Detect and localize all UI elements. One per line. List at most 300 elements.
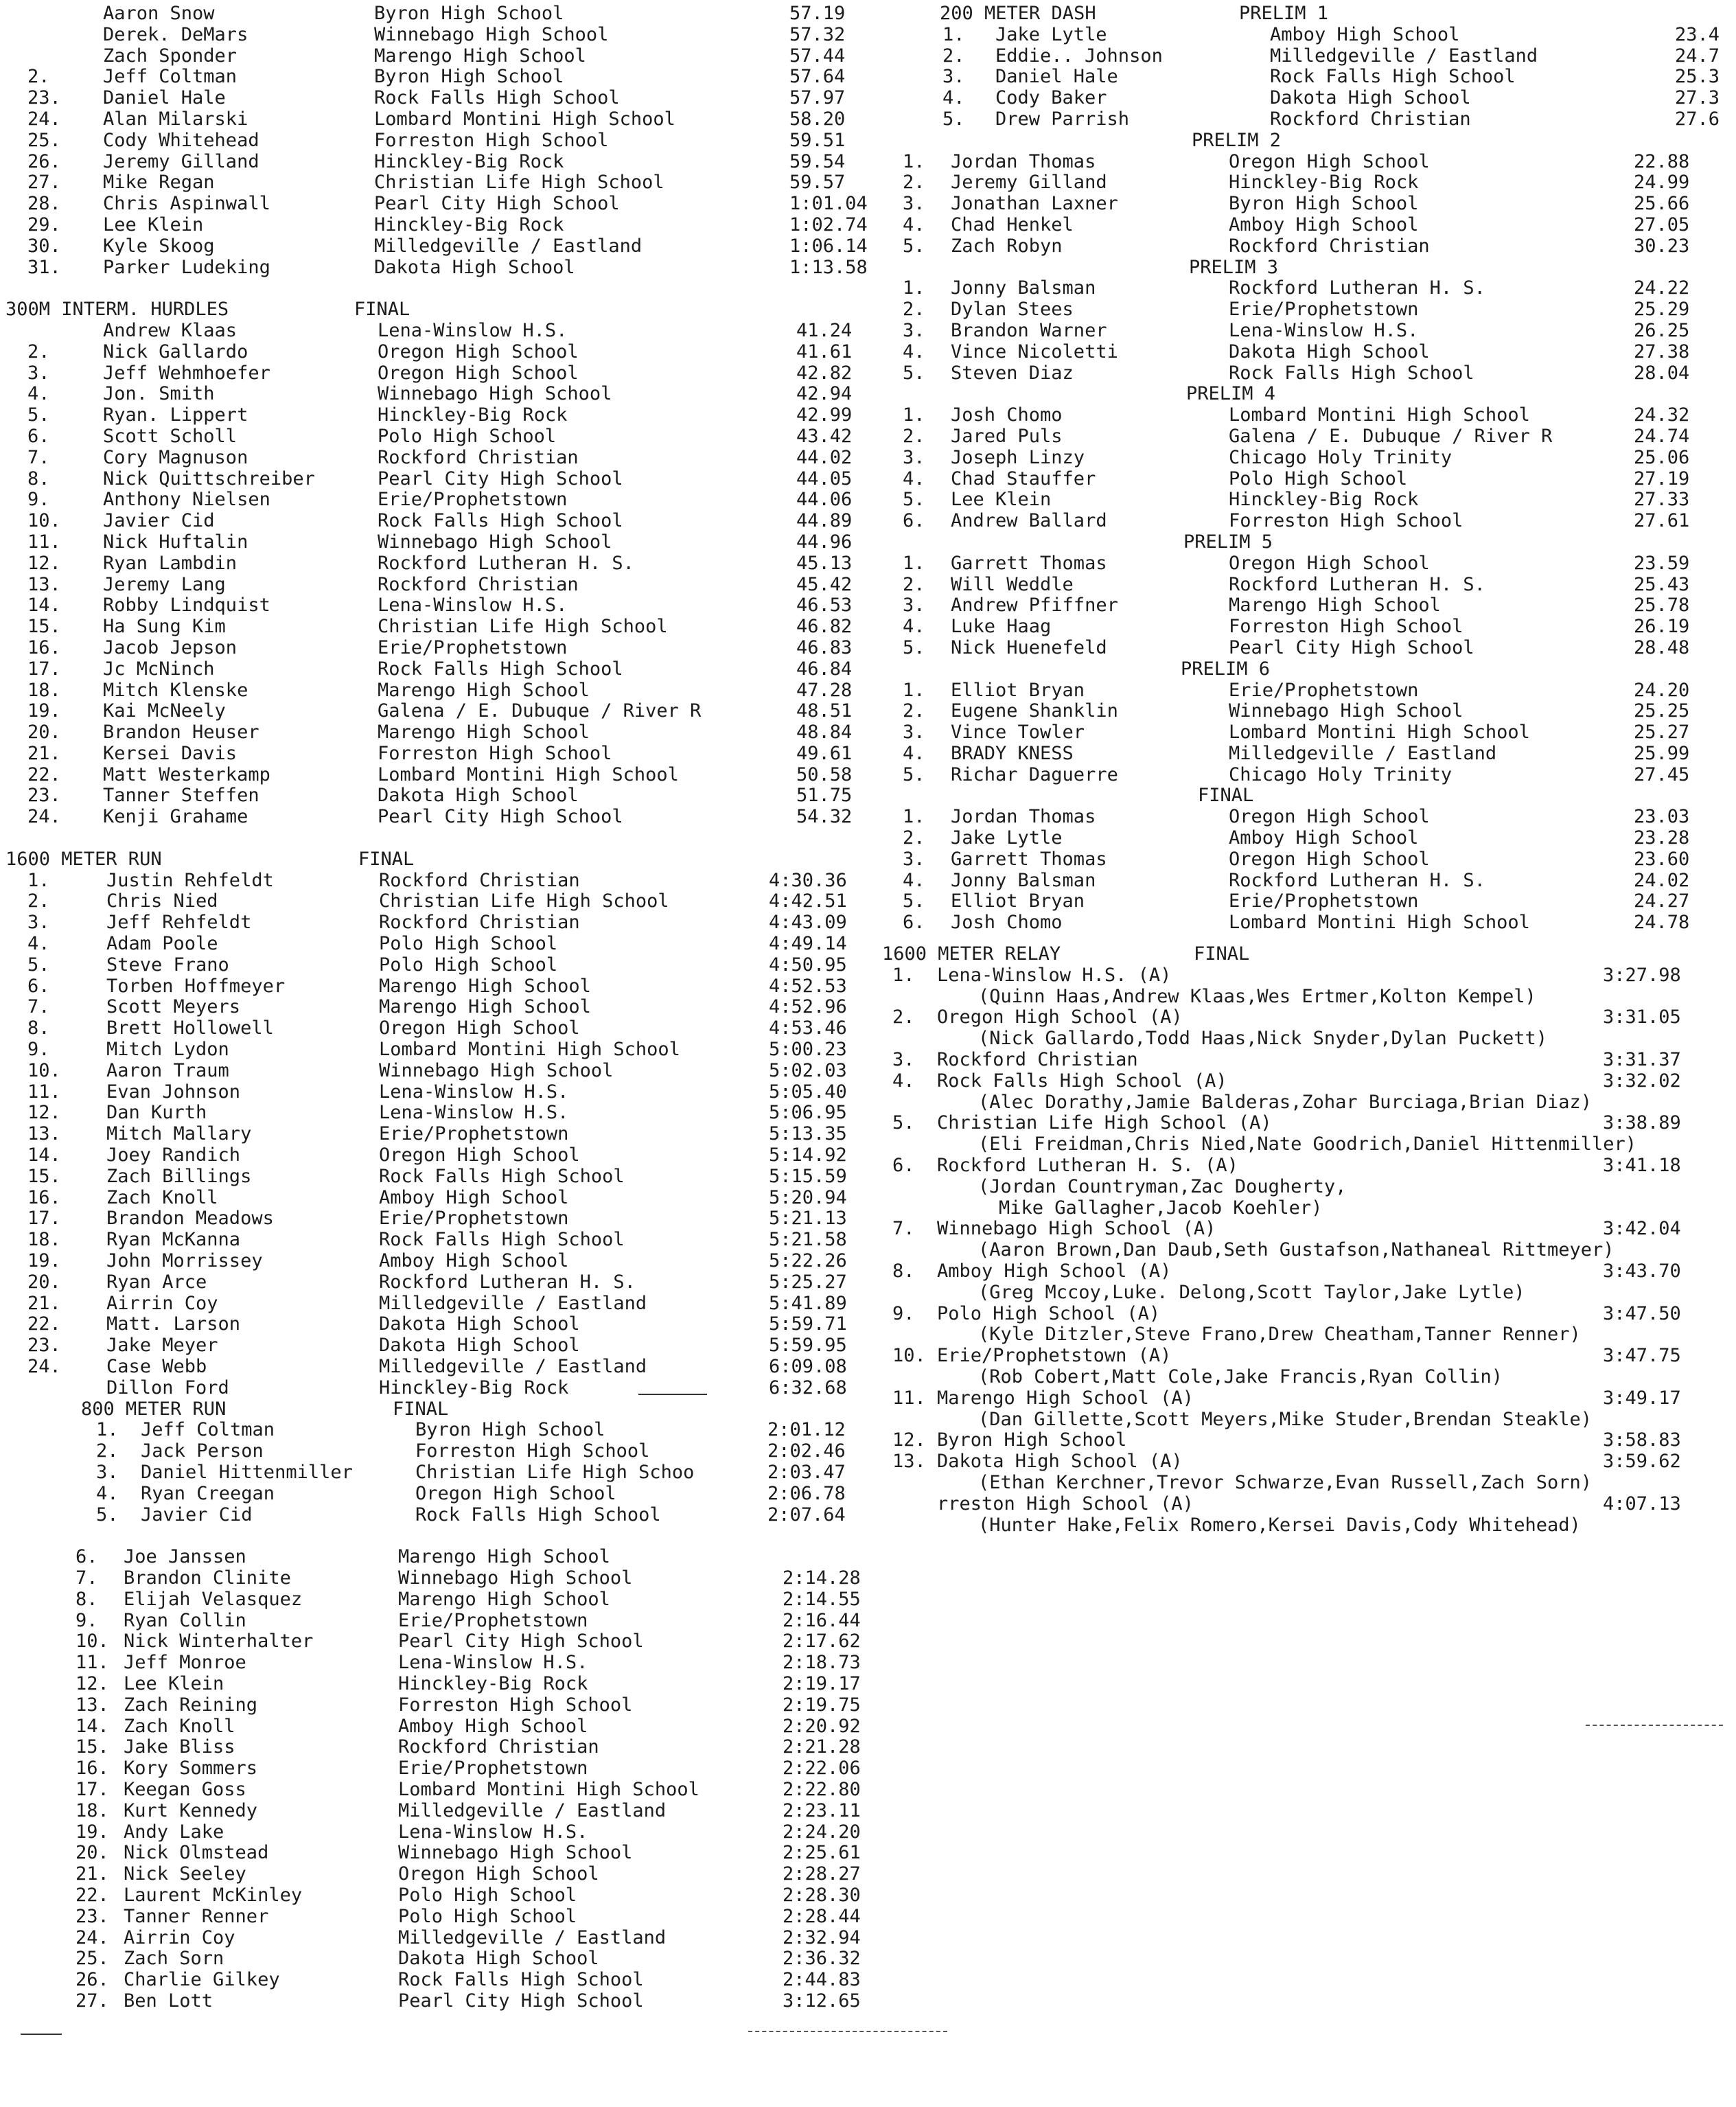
heat-label-row xyxy=(882,258,1736,279)
result-mark: 27.19 xyxy=(1634,468,1690,490)
place-number: 1. xyxy=(892,964,915,986)
result-row xyxy=(0,235,868,258)
place-number: 9. xyxy=(27,489,50,511)
result-mark: 2:22.06 xyxy=(783,1758,861,1780)
place-number: 3. xyxy=(903,446,925,468)
athlete-name: Vince Nicoletti xyxy=(951,341,1118,362)
result-mark: 48.51 xyxy=(796,700,853,722)
school-name: Byron High School xyxy=(374,3,564,24)
place-number: 12. xyxy=(27,1102,61,1124)
result-row xyxy=(0,1357,865,1379)
place-number: 22. xyxy=(76,1884,109,1906)
school-name: Pearl City High School xyxy=(374,193,620,215)
school-name: Marengo High School xyxy=(378,679,590,701)
result-mark: 5:59.95 xyxy=(769,1335,847,1357)
result-mark: 2:28.27 xyxy=(783,1863,861,1885)
relay-members: (Jordan Countryman,Zac Dougherty, xyxy=(978,1175,1347,1197)
school-name: Chicago Holy Trinity xyxy=(1229,763,1453,785)
result-mark: 4:50.95 xyxy=(769,954,847,976)
result-mark: 5:13.35 xyxy=(769,1123,847,1145)
athlete-name: Josh Chomo xyxy=(951,912,1063,934)
relay-team-row xyxy=(882,1156,1736,1177)
result-mark: 25.99 xyxy=(1634,742,1690,764)
result-row xyxy=(0,256,868,279)
athlete-name: Josh Chomo xyxy=(951,404,1063,426)
result-row xyxy=(882,638,1736,660)
athlete-name: Cody Whitehead xyxy=(103,129,259,151)
result-mark: 1:02.74 xyxy=(789,214,868,235)
place-number: 27. xyxy=(27,172,61,194)
school-name: Dakota High School xyxy=(379,1335,580,1357)
result-mark: 5:21.13 xyxy=(769,1208,847,1230)
athlete-name: Tanner Steffen xyxy=(103,785,259,807)
relay-team-row xyxy=(882,1008,1736,1029)
relay-members-row xyxy=(882,1093,1736,1114)
school-name: Polo High School xyxy=(1229,468,1408,490)
result-mark: 6:32.68 xyxy=(769,1377,847,1398)
place-number: 2. xyxy=(27,66,50,88)
result-mark: 2:02.46 xyxy=(767,1440,846,1462)
athlete-name: Nick Winterhalter xyxy=(124,1631,314,1653)
result-mark: 23.60 xyxy=(1634,848,1690,870)
result-row xyxy=(0,765,865,787)
result-mark: 1:01.04 xyxy=(789,193,868,215)
athlete-name: Ryan Creegan xyxy=(141,1482,275,1504)
result-row xyxy=(0,490,865,511)
place-number: 2. xyxy=(903,172,925,194)
school-name: Rockford Lutheran H. S. xyxy=(378,552,634,574)
place-number: 21. xyxy=(76,1863,109,1885)
result-mark: 23.03 xyxy=(1634,806,1690,828)
result-row xyxy=(0,152,865,174)
school-name: Winnebago High School xyxy=(374,23,609,45)
result-mark: 44.06 xyxy=(796,489,853,511)
relay-team-row xyxy=(882,1114,1736,1135)
place-number: 16. xyxy=(27,636,61,658)
result-row xyxy=(882,47,1736,68)
result-row xyxy=(882,321,1736,343)
school-name: Lombard Montini High School xyxy=(1229,912,1530,934)
place-number: 3. xyxy=(903,595,925,617)
place-number: 23. xyxy=(27,785,61,807)
relay-team-row xyxy=(882,1431,1736,1452)
result-mark: 24.78 xyxy=(1634,912,1690,934)
place-number: 20. xyxy=(27,1271,61,1293)
school-name: Marengo High School xyxy=(378,722,590,744)
result-row xyxy=(0,1188,865,1210)
athlete-name: Brandon Clinite xyxy=(124,1567,291,1589)
result-row xyxy=(0,1484,865,1506)
result-mark: 59.54 xyxy=(789,150,846,172)
relay-team-row xyxy=(882,966,1736,987)
athlete-name: Javier Cid xyxy=(103,510,215,532)
result-row xyxy=(0,1886,865,1907)
place-number: 3. xyxy=(96,1461,119,1483)
athlete-name: Jon. Smith xyxy=(103,383,215,405)
result-mark: 4:53.46 xyxy=(769,1017,847,1039)
place-number: 9. xyxy=(27,1039,50,1061)
athlete-name: Jake Bliss xyxy=(124,1736,235,1758)
athlete-name: Jeff Wehmhoefer xyxy=(103,362,270,384)
athlete-name: Elliot Bryan xyxy=(951,890,1085,912)
place-number: 21. xyxy=(27,1292,61,1314)
school-name: Milledgeville / Eastland xyxy=(398,1926,667,1948)
school-name: Oregon High School xyxy=(1229,150,1430,172)
athlete-name: Nick Olmstead xyxy=(124,1842,269,1864)
relay-members-row xyxy=(882,1135,1736,1156)
right-column xyxy=(882,4,1736,1536)
athlete-name: Ben Lott xyxy=(124,1990,213,2012)
athlete-name: Mitch Klenske xyxy=(103,679,248,701)
school-name: Lombard Montini High School xyxy=(1229,722,1530,744)
school-name: Pearl City High School xyxy=(398,1990,644,2012)
athlete-name: Tanner Renner xyxy=(124,1905,269,1927)
place-number: 4. xyxy=(96,1482,119,1504)
relay-team-row xyxy=(882,1262,1736,1283)
result-mark: 3:59.62 xyxy=(1603,1451,1681,1473)
place-number: 18. xyxy=(27,1229,61,1251)
place-number: 5. xyxy=(942,108,965,130)
result-mark: 24.02 xyxy=(1634,869,1690,891)
result-row xyxy=(0,892,865,913)
school-name: Oregon High School xyxy=(379,1144,580,1166)
divider xyxy=(1586,1725,1723,1726)
place-number: 8. xyxy=(27,468,50,490)
school-name: Polo High School xyxy=(379,954,558,976)
result-row xyxy=(0,786,865,807)
place-number: 20. xyxy=(76,1842,109,1864)
result-mark: 24.7 xyxy=(1675,45,1720,67)
athlete-name: Andrew Klaas xyxy=(103,319,238,341)
result-mark: 4:52.53 xyxy=(769,975,847,997)
result-mark: 5:15.59 xyxy=(769,1165,847,1187)
school-name: Erie/Prophetstown xyxy=(378,489,568,511)
result-mark: 2:14.55 xyxy=(783,1588,861,1610)
result-mark: 57.97 xyxy=(789,87,846,109)
result-mark: 4:42.51 xyxy=(769,890,847,912)
athlete-name: Torben Hoffmeyer xyxy=(106,975,286,997)
relay-members-row xyxy=(882,987,1736,1009)
place-number: 12. xyxy=(892,1429,926,1451)
school-name: Rock Falls High School xyxy=(379,1165,625,1187)
athlete-name: Kurt Kennedy xyxy=(124,1799,258,1821)
result-row xyxy=(882,511,1736,533)
relay-members: (Ethan Kerchner,Trevor Schwarze,Evan Russell,Zach Sorn) xyxy=(978,1471,1593,1493)
school-name: Amboy High School xyxy=(1270,23,1460,45)
team-name: Winnebago High School (A) xyxy=(937,1218,1216,1240)
place-number: 1. xyxy=(903,552,925,574)
place-number: 24. xyxy=(27,806,61,828)
place-number: 12. xyxy=(76,1672,109,1694)
place-number: 9. xyxy=(76,1609,98,1631)
school-name: Lena-Winslow H.S. xyxy=(398,1652,588,1674)
result-row xyxy=(0,1949,865,1970)
result-row xyxy=(882,723,1736,744)
school-name: Lombard Montini High School xyxy=(378,763,679,785)
place-number: 4. xyxy=(903,214,925,235)
result-row xyxy=(0,1442,865,1463)
result-mark: 5:25.27 xyxy=(769,1271,847,1293)
result-row xyxy=(882,913,1736,934)
divider xyxy=(638,1394,707,1395)
school-name: Lombard Montini High School xyxy=(398,1778,699,1800)
athlete-name: Joe Janssen xyxy=(124,1546,246,1568)
result-row xyxy=(0,1611,865,1633)
school-name: Marengo High School xyxy=(1229,595,1441,617)
school-name: Rockford Christian xyxy=(1229,235,1430,257)
result-row xyxy=(0,1865,865,1886)
athlete-name: Cody Baker xyxy=(995,87,1107,109)
school-name: Hinckley-Big Rock xyxy=(378,404,568,426)
result-row xyxy=(0,89,865,110)
divider xyxy=(21,2034,62,2035)
place-number: 1. xyxy=(903,150,925,172)
athlete-name: Zach Robyn xyxy=(951,235,1063,257)
result-mark: 2:06.78 xyxy=(767,1482,846,1504)
result-row xyxy=(0,977,865,998)
relay-members: (Rob Cobert,Matt Cole,Jake Francis,Ryan Collin) xyxy=(978,1366,1503,1388)
school-name: Christian Life High School xyxy=(374,172,664,194)
school-name: Forreston High School xyxy=(1229,616,1463,638)
place-number: 11. xyxy=(27,531,61,553)
result-row xyxy=(0,1907,865,1928)
school-name: Hinckley-Big Rock xyxy=(379,1377,569,1398)
athlete-name: Zach Billings xyxy=(106,1165,252,1187)
result-mark: 46.53 xyxy=(796,595,853,617)
school-name: Polo High School xyxy=(398,1905,577,1927)
place-number: 3. xyxy=(892,1049,915,1071)
place-number: 10. xyxy=(892,1345,926,1367)
event-header xyxy=(0,850,865,871)
athlete-name: Garrett Thomas xyxy=(951,552,1107,574)
place-number: 5. xyxy=(903,636,925,658)
place-number: 24. xyxy=(27,1356,61,1377)
result-mark: 41.61 xyxy=(796,341,853,362)
school-name: Pearl City High School xyxy=(378,806,623,828)
result-row xyxy=(882,67,1736,89)
result-row xyxy=(0,1717,865,1738)
relay-members: (Aaron Brown,Dan Daub,Seth Gustafson,Nathaneal Rittmeyer) xyxy=(978,1239,1615,1261)
result-mark: 6:09.08 xyxy=(769,1356,847,1377)
result-mark: 27.05 xyxy=(1634,214,1690,235)
result-mark: 2:22.80 xyxy=(783,1778,861,1800)
place-number: 3. xyxy=(903,193,925,215)
result-row xyxy=(882,300,1736,321)
school-name: Rockford Christian xyxy=(379,869,580,891)
place-number: 13. xyxy=(892,1451,926,1473)
result-mark: 4:49.14 xyxy=(769,933,847,955)
result-row xyxy=(0,1103,865,1125)
school-name: Hinckley-Big Rock xyxy=(398,1672,588,1694)
place-number: 2. xyxy=(96,1440,119,1462)
relay-members-row xyxy=(882,1029,1736,1050)
school-name: Rock Falls High School xyxy=(379,1229,625,1251)
result-mark: 57.64 xyxy=(789,66,846,88)
school-name: Erie/Prophetstown xyxy=(1229,890,1419,912)
relay-team-row xyxy=(882,1304,1736,1326)
result-row xyxy=(0,575,865,597)
athlete-name: Anthony Nielsen xyxy=(103,489,270,511)
school-name: Hinckley-Big Rock xyxy=(1229,489,1419,511)
athlete-name: Justin Rehfeldt xyxy=(106,869,274,891)
athlete-name: Steven Diaz xyxy=(951,362,1074,384)
result-mark: 3:12.65 xyxy=(783,1990,861,2012)
result-row xyxy=(0,1759,865,1780)
result-mark: 58.20 xyxy=(789,108,846,130)
athlete-name: Brett Hollowell xyxy=(106,1017,274,1039)
result-mark: 5:02.03 xyxy=(769,1059,847,1081)
result-row xyxy=(0,1801,865,1823)
result-row xyxy=(0,681,865,702)
result-mark: 28.48 xyxy=(1634,636,1690,658)
athlete-name: Aaron Snow xyxy=(103,3,215,24)
result-mark: 28.04 xyxy=(1634,362,1690,384)
athlete-name: Adam Poole xyxy=(106,933,218,955)
result-row xyxy=(0,1167,865,1188)
place-number: 26. xyxy=(27,150,61,172)
result-mark: 24.32 xyxy=(1634,404,1690,426)
result-row xyxy=(882,194,1736,216)
team-name: Dakota High School (A) xyxy=(937,1451,1183,1473)
place-number: 29. xyxy=(27,214,61,235)
relay-members: (Hunter Hake,Felix Romero,Kersei Davis,Cody Whitehead) xyxy=(978,1514,1581,1536)
place-number: 2. xyxy=(903,827,925,849)
result-mark: 24.20 xyxy=(1634,679,1690,701)
school-name: Forreston High School xyxy=(415,1440,650,1462)
place-number: 11. xyxy=(27,1081,61,1103)
athlete-name: Dylan Stees xyxy=(951,299,1074,321)
heat-label-row xyxy=(882,660,1736,681)
relay-team-row xyxy=(882,1346,1736,1368)
athlete-name: Scott Scholl xyxy=(103,425,238,447)
result-row xyxy=(0,702,865,723)
event-header xyxy=(0,300,865,321)
result-mark: 27.45 xyxy=(1634,763,1690,785)
place-number: 20. xyxy=(27,722,61,744)
place-number: 17. xyxy=(27,1208,61,1230)
school-name: Rock Falls High School xyxy=(374,87,620,109)
relay-members-row xyxy=(882,1325,1736,1346)
result-row xyxy=(0,1252,865,1273)
school-name: Amboy High School xyxy=(379,1186,569,1208)
place-number: 5. xyxy=(27,954,50,976)
result-mark: 44.05 xyxy=(796,468,853,490)
athlete-name: Dillon Ford xyxy=(106,1377,229,1398)
place-number: 4. xyxy=(903,616,925,638)
event-round: FINAL xyxy=(354,299,410,321)
school-name: Erie/Prophetstown xyxy=(379,1123,569,1145)
place-number: 16. xyxy=(27,1186,61,1208)
result-row xyxy=(0,1506,865,1527)
relay-team-row xyxy=(882,1495,1736,1516)
relay-members: (Kyle Ditzler,Steve Frano,Drew Cheatham,Tanner Renner) xyxy=(978,1324,1581,1346)
school-name: Oregon High School xyxy=(379,1017,580,1039)
athlete-name: Ha Sung Kim xyxy=(103,616,226,638)
result-row xyxy=(882,216,1736,237)
result-mark: 54.32 xyxy=(796,806,853,828)
result-mark: 3:43.70 xyxy=(1603,1260,1681,1282)
relay-members: (Dan Gillette,Scott Meyers,Mike Studer,Brendan Steakle) xyxy=(978,1408,1593,1430)
athlete-name: Aaron Traum xyxy=(106,1059,229,1081)
athlete-name: Daniel Hale xyxy=(995,66,1118,88)
relay-team-row xyxy=(882,1072,1736,1093)
place-number: 10. xyxy=(27,510,61,532)
school-name: Pearl City High School xyxy=(378,468,623,490)
result-row xyxy=(0,67,865,89)
heat-label: PRELIM 3 xyxy=(1189,256,1279,278)
team-name: rreston High School (A) xyxy=(937,1493,1194,1515)
place-number: 1. xyxy=(903,404,925,426)
result-row xyxy=(0,193,868,216)
result-mark: 50.58 xyxy=(796,763,853,785)
result-row xyxy=(0,1315,865,1336)
athlete-name: Vince Towler xyxy=(951,722,1085,744)
result-row xyxy=(0,1928,865,1950)
result-row xyxy=(0,110,865,131)
result-row xyxy=(0,1273,865,1294)
school-name: Lena-Winslow H.S. xyxy=(379,1102,569,1124)
result-row xyxy=(882,470,1736,491)
school-name: Rock Falls High School xyxy=(415,1504,661,1525)
result-mark: 25.25 xyxy=(1634,700,1690,722)
result-row xyxy=(882,617,1736,638)
result-mark: 44.96 xyxy=(796,531,853,553)
result-mark: 2:16.44 xyxy=(783,1609,861,1631)
place-number: 6. xyxy=(892,1155,915,1177)
result-mark: 25.3 xyxy=(1675,66,1720,88)
result-row xyxy=(0,470,865,491)
place-number: 5. xyxy=(903,763,925,785)
result-mark: 5:00.23 xyxy=(769,1039,847,1061)
place-number: 15. xyxy=(76,1736,109,1758)
athlete-name: Drew Parrish xyxy=(995,108,1130,130)
place-number: 19. xyxy=(27,700,61,722)
relay-members: (Eli Freidman,Chris Nied,Nate Goodrich,Daniel Hittenmiller) xyxy=(978,1133,1637,1155)
athlete-name: Will Weddle xyxy=(951,573,1074,595)
athlete-name: Joseph Linzy xyxy=(951,446,1085,468)
result-row xyxy=(0,1379,865,1400)
athlete-name: Nick Quittschreiber xyxy=(103,468,315,490)
result-mark: 5:41.89 xyxy=(769,1292,847,1314)
place-number: 23. xyxy=(76,1905,109,1927)
relay-members-row xyxy=(882,1241,1736,1262)
result-mark: 46.83 xyxy=(796,636,853,658)
relay-members-row xyxy=(882,1368,1736,1389)
result-row xyxy=(0,1992,865,2013)
relay-members-row xyxy=(882,1177,1736,1199)
athlete-name: Parker Ludeking xyxy=(103,256,270,278)
result-mark: 3:42.04 xyxy=(1603,1218,1681,1240)
school-name: Rock Falls High School xyxy=(1270,66,1516,88)
result-mark: 47.28 xyxy=(796,679,853,701)
result-row xyxy=(0,1569,865,1590)
result-mark: 49.61 xyxy=(796,742,853,764)
result-row xyxy=(0,448,865,470)
relay-members: (Nick Gallardo,Todd Haas,Nick Snyder,Dylan Puckett) xyxy=(978,1028,1548,1050)
athlete-name: Daniel Hittenmiller xyxy=(141,1461,353,1483)
athlete-name: Nick Seeley xyxy=(124,1863,246,1885)
result-mark: 44.89 xyxy=(796,510,853,532)
result-row xyxy=(0,1336,865,1357)
school-name: Amboy High School xyxy=(1229,214,1419,235)
school-name: Lena-Winslow H.S. xyxy=(378,319,568,341)
school-name: Amboy High School xyxy=(1229,827,1419,849)
result-mark: 5:14.92 xyxy=(769,1144,847,1166)
school-name: Marengo High School xyxy=(374,45,586,67)
result-row xyxy=(882,110,1736,131)
result-row xyxy=(882,892,1736,913)
school-name: Galena / E. Dubuque / River R xyxy=(1229,425,1553,447)
